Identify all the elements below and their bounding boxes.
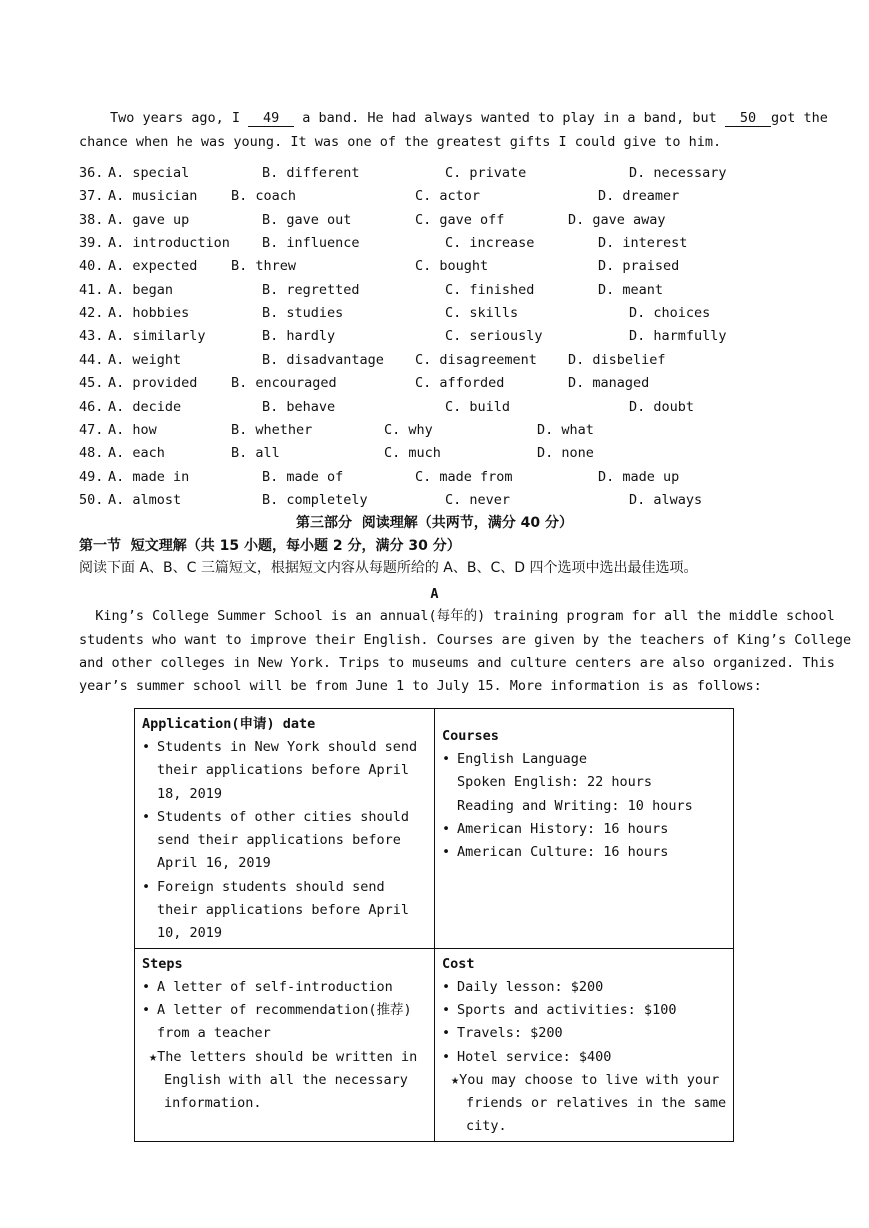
option-a: A. special <box>108 165 190 181</box>
list-item-text: Foreign students should send their applications before April 10, 2019 <box>157 878 409 942</box>
option-b: B. whether <box>231 421 313 438</box>
option-c: C. why <box>384 421 433 438</box>
list-item-text: Hotel service: $400 <box>457 1048 612 1065</box>
option-c: C. never <box>445 491 511 508</box>
question-number: 36. <box>79 165 104 181</box>
option-a: A. introduction <box>108 235 230 252</box>
option-b: B. all <box>231 445 280 462</box>
option-c: C. increase <box>445 235 535 252</box>
passage-line: students who want to improve their English. Courses are given by the teachers of King’s College <box>79 632 852 648</box>
option-a: A. made in <box>108 468 190 485</box>
option-a: A. decide <box>108 398 182 415</box>
bullet-icon: • <box>142 808 151 825</box>
list-item-text: Students in New York should send their applications before April 18, 2019 <box>157 739 418 802</box>
bullet-icon: • <box>442 844 451 861</box>
question-number: 46. <box>79 398 104 415</box>
option-c: C. made from <box>415 468 513 485</box>
bullet-icon: • <box>442 1048 451 1065</box>
passage-line: year’s summer school will be from June 1 to July 15. More information is as follows: <box>79 678 762 694</box>
list-item-text: Travels: $200 <box>457 1025 563 1042</box>
list-item <box>442 841 727 864</box>
cloze-line-1 <box>79 108 828 128</box>
star-icon: ★ <box>149 1048 158 1065</box>
bullet-icon: • <box>142 878 151 895</box>
option-b: B. gave out <box>262 211 352 228</box>
option-a: A. weight <box>108 351 182 368</box>
option-c: C. private <box>445 165 527 181</box>
option-b: B. encouraged <box>231 375 337 392</box>
section1-heading: 第一节 短文理解（共 15 小题，每小题 2 分，满分 30 分） <box>79 538 461 554</box>
list-item <box>442 818 727 841</box>
option-b: B. coach <box>231 188 297 205</box>
list-item <box>142 806 428 876</box>
option-a: A. how <box>108 421 157 438</box>
option-d: D. always <box>629 491 703 508</box>
option-a: A. almost <box>108 491 182 508</box>
list-item <box>442 1046 727 1069</box>
option-c: C. much <box>384 445 441 462</box>
blank-50: 50 <box>725 110 771 127</box>
option-c: C. finished <box>445 281 535 298</box>
question-number: 39. <box>79 235 104 252</box>
list-item-text: American History: 16 hours <box>457 820 669 837</box>
option-d: D. choices <box>629 305 711 322</box>
list-item <box>442 999 727 1022</box>
list-item-text: Students of other cities should send their applications before April 16, 2019 <box>157 808 409 872</box>
bullet-icon: • <box>442 978 451 995</box>
option-a: A. gave up <box>108 211 190 228</box>
question-number: 38. <box>79 211 104 228</box>
bullet-icon: • <box>442 751 451 767</box>
application-cell <box>135 709 435 949</box>
cost-cell <box>435 948 734 1141</box>
steps-cell <box>135 948 435 1141</box>
option-c: C. afforded <box>415 375 505 392</box>
sub-item: Spoken English: 22 hours <box>457 774 653 791</box>
list-item-text: A letter of recommendation(推荐) from a teacher <box>157 1001 412 1042</box>
question-number: 44. <box>79 351 104 368</box>
info-table <box>134 708 734 1142</box>
option-b: B. regretted <box>262 281 360 298</box>
option-a: A. hobbies <box>108 305 190 322</box>
option-a: A. each <box>108 445 165 462</box>
option-d: D. necessary <box>629 165 727 181</box>
passage-line: King’s College Summer School is an annual(每年的) training program for all the middle school <box>79 608 835 624</box>
part3-heading: 第三部分 阅读理解（共两节，满分 40 分） <box>296 515 573 531</box>
list-item <box>442 976 727 999</box>
option-c: C. build <box>445 398 511 415</box>
list-item-text: A letter of self-introduction <box>157 978 393 995</box>
option-d: D. praised <box>598 258 680 275</box>
question-number: 47. <box>79 421 104 438</box>
option-b: B. made of <box>262 468 344 485</box>
courses-cell <box>435 709 734 949</box>
bullet-icon: • <box>442 820 451 837</box>
option-b: B. influence <box>262 235 360 252</box>
option-b: B. studies <box>262 305 344 322</box>
bullet-icon: • <box>142 739 151 755</box>
list-item <box>442 1022 727 1045</box>
blank-49: 49 <box>248 110 294 127</box>
option-c: C. gave off <box>415 211 505 228</box>
cloze-text: got the <box>770 110 828 126</box>
application-title: Application(申请) date <box>142 716 316 732</box>
option-a: A. similarly <box>108 328 206 345</box>
bullet-icon: • <box>442 1001 451 1018</box>
cloze-line-2: chance when he was young. It was one of the greatest gifts I could give to him. <box>79 134 722 150</box>
cloze-text: a band. He had always wanted to play in a band, but <box>294 110 725 126</box>
option-d: D. doubt <box>629 398 695 415</box>
option-c: C. seriously <box>445 328 543 345</box>
cloze-text: Two years ago, I <box>110 110 249 126</box>
option-a: A. musician <box>108 188 198 205</box>
note-text: The letters should be written in English with all the necessary information. <box>157 1048 418 1112</box>
instructions: 阅读下面 A、B、C 三篇短文，根据短文内容从每题所给的 A、B、C、D 四个选项中选出最佳选项。 <box>79 560 698 576</box>
note <box>142 1046 428 1116</box>
star-icon: ★ <box>451 1071 460 1088</box>
question-number: 40. <box>79 258 104 275</box>
bullet-icon: • <box>442 1025 451 1042</box>
option-c: C. actor <box>415 188 481 205</box>
sub-item: Reading and Writing: 10 hours <box>457 797 693 814</box>
option-d: D. what <box>537 421 594 438</box>
option-d: D. disbelief <box>568 351 666 368</box>
option-c: C. skills <box>445 305 519 322</box>
list-item <box>142 876 428 946</box>
question-number: 50. <box>79 491 104 508</box>
option-d: D. made up <box>598 468 680 485</box>
question-number: 41. <box>79 281 104 298</box>
bullet-icon: • <box>142 978 151 995</box>
list-item <box>142 976 428 999</box>
note <box>442 1069 727 1139</box>
list-item-text: American Culture: 16 hours <box>457 844 669 861</box>
question-number: 48. <box>79 445 104 462</box>
option-d: D. harmfully <box>629 328 727 345</box>
option-b: B. different <box>262 165 360 181</box>
bullet-icon: • <box>142 1001 151 1018</box>
option-a: A. provided <box>108 375 198 392</box>
question-number: 43. <box>79 328 104 345</box>
question-number: 49. <box>79 468 104 485</box>
option-d: D. none <box>537 445 594 462</box>
option-b: B. disadvantage <box>262 351 384 368</box>
list-item-text: English Language <box>457 751 588 767</box>
option-c: C. bought <box>415 258 489 275</box>
list-item <box>142 999 428 1046</box>
option-b: B. threw <box>231 258 297 275</box>
passage-label: A <box>430 586 439 602</box>
note-text: You may choose to live with your friends or relatives in the same city. <box>459 1071 727 1135</box>
list-item <box>442 748 727 771</box>
option-d: D. gave away <box>568 211 666 228</box>
list-item-text: Sports and activities: $100 <box>457 1001 677 1018</box>
question-number: 42. <box>79 305 104 322</box>
option-a: A. began <box>108 281 174 298</box>
question-number: 37. <box>79 188 104 205</box>
option-a: A. expected <box>108 258 198 275</box>
option-d: D. interest <box>598 235 688 252</box>
option-d: D. meant <box>598 281 664 298</box>
list-item-text: Daily lesson: $200 <box>457 978 604 995</box>
question-number: 45. <box>79 375 104 392</box>
steps-title: Steps <box>142 955 183 972</box>
option-b: B. hardly <box>262 328 336 345</box>
list-item <box>142 736 428 806</box>
option-b: B. completely <box>262 491 368 508</box>
option-d: D. dreamer <box>598 188 680 205</box>
option-d: D. managed <box>568 375 650 392</box>
cost-title: Cost <box>442 955 475 972</box>
option-c: C. disagreement <box>415 351 537 368</box>
courses-title: Courses <box>442 728 499 744</box>
option-b: B. behave <box>262 398 336 415</box>
passage-line: and other colleges in New York. Trips to museums and culture centers are also organized. This <box>79 655 835 671</box>
